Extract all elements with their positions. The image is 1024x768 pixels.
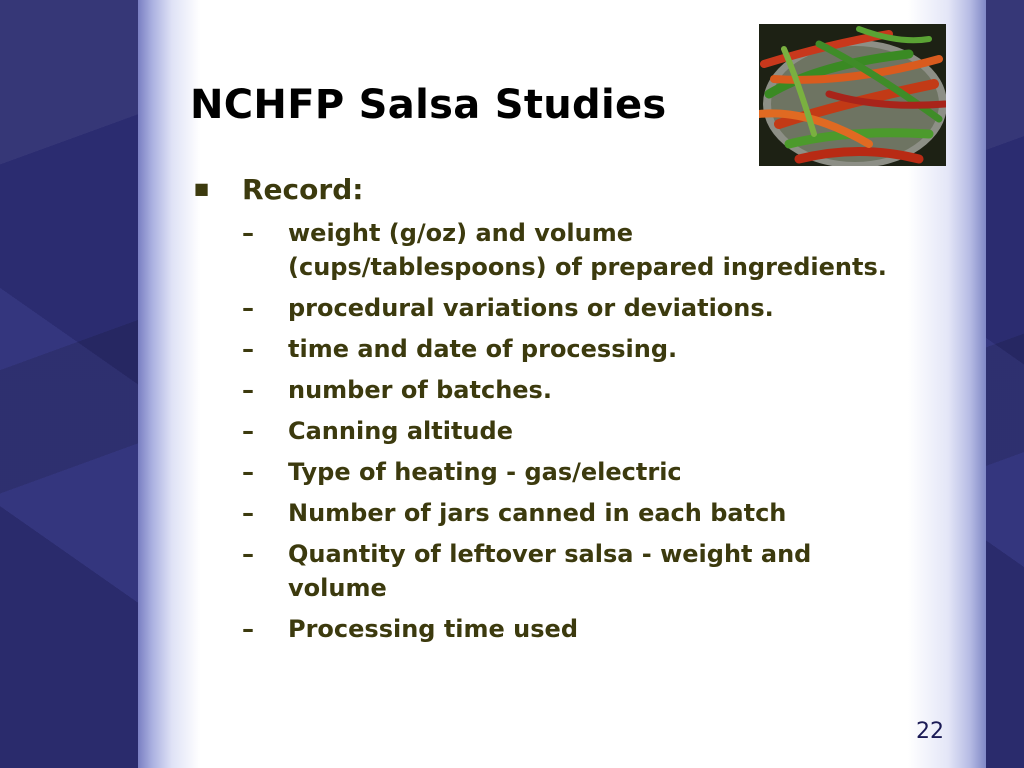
list-item: – Canning altitude — [288, 414, 888, 448]
square-bullet-icon: ■ — [194, 179, 210, 198]
bullet-record — [192, 170, 892, 210]
dash-icon: – — [242, 219, 254, 247]
list-item: – Processing time used — [288, 612, 888, 646]
list-item: – Quantity of leftover salsa - weight and volume — [288, 537, 888, 605]
list-item: – procedural variations or deviations. — [288, 291, 888, 325]
list-item: – weight (g/oz) and volume (cups/tablespoons) of prepared ingredients. — [288, 216, 888, 284]
list-item: – Type of heating - gas/electric — [288, 455, 888, 489]
record-heading: Record: — [242, 173, 364, 206]
list-item: – number of batches. — [288, 373, 888, 407]
chili-peppers-photo — [759, 24, 946, 166]
dash-icon: – — [242, 615, 254, 643]
dash-icon: – — [242, 540, 254, 568]
list-item: – Number of jars canned in each batch — [288, 496, 888, 530]
dash-icon: – — [242, 458, 254, 486]
background-left — [0, 0, 150, 768]
dash-icon: – — [242, 499, 254, 527]
page-number: 22 — [916, 719, 944, 744]
dash-icon: – — [242, 376, 254, 404]
slide-content — [192, 170, 892, 653]
list-item: – time and date of processing. — [288, 332, 888, 366]
dash-icon: – — [242, 417, 254, 445]
dash-icon: – — [242, 294, 254, 322]
slide-title: NCHFP Salsa Studies — [190, 82, 667, 128]
dash-icon: – — [242, 335, 254, 363]
